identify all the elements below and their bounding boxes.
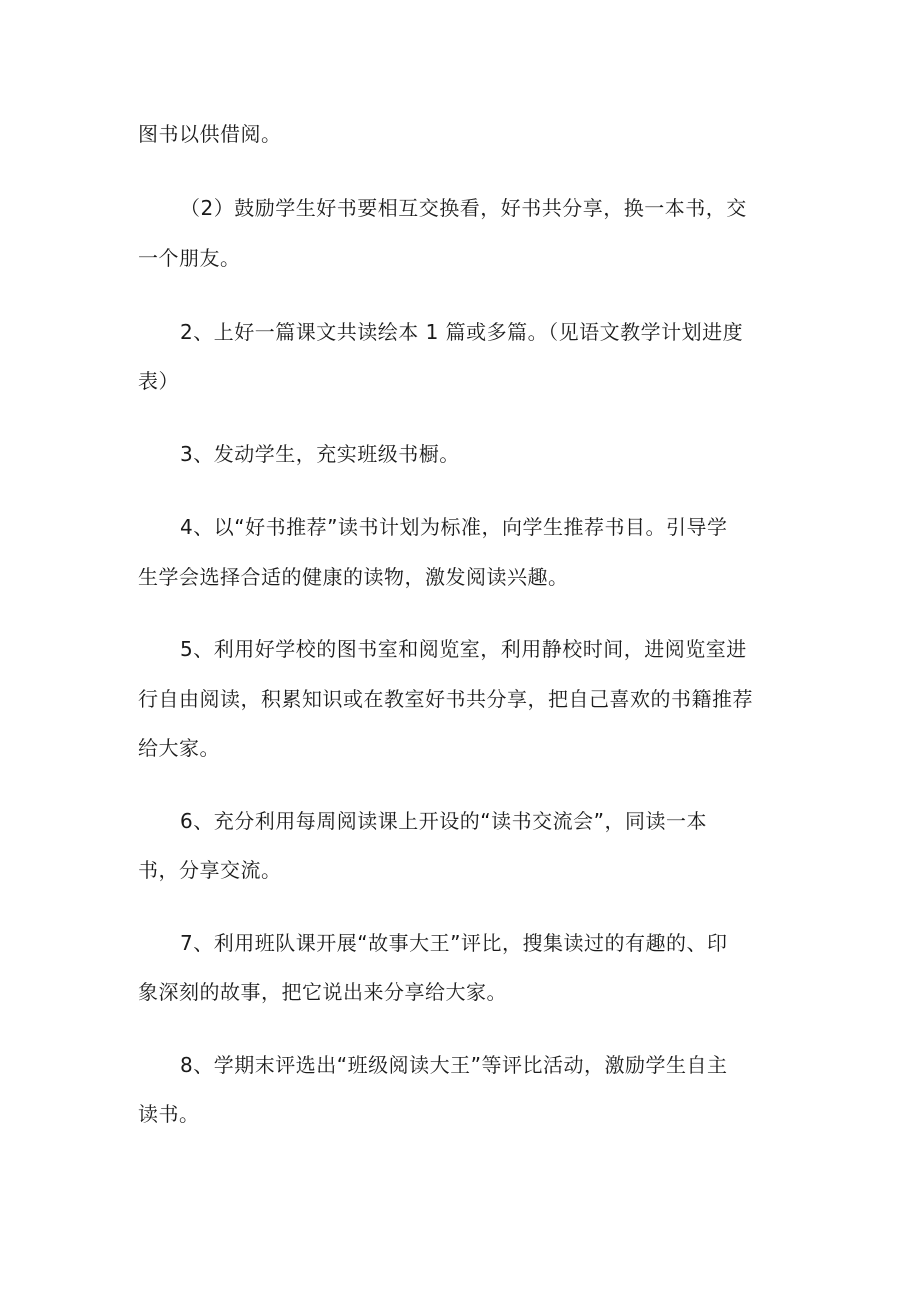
text-line: 行自由阅读，积累知识或在教室好书共分享，把自己喜欢的书籍推荐	[138, 687, 753, 711]
text-line: 表）	[138, 369, 179, 393]
text-line: 象深刻的故事，把它说出来分享给大家。	[138, 980, 507, 1004]
text-line: 6、充分利用每周阅读课上开设的“读书交流会”，同读一本	[180, 809, 707, 833]
text-line: 生学会选择合适的健康的读物，激发阅读兴趣。	[138, 565, 569, 589]
text-line: 图书以供借阅。	[138, 122, 282, 146]
text-line: （2）鼓励学生好书要相互交换看，好书共分享，换一本书，交	[180, 196, 747, 220]
text-line: 读书。	[138, 1102, 200, 1126]
text-line: 5、利用好学校的图书室和阅览室，利用静校时间，进阅览室进	[180, 637, 747, 661]
text-line: 4、以“好书推荐”读书计划为标准，向学生推荐书目。引导学	[180, 515, 728, 539]
text-line: 7、利用班队课开展“故事大王”评比，搜集读过的有趣的、印	[180, 931, 728, 955]
text-line: 一个朋友。	[138, 246, 241, 270]
text-line: 3、发动学生，充实班级书橱。	[180, 442, 460, 466]
text-line: 8、学期末评选出“班级阅读大王”等评比活动，激励学生自主	[180, 1053, 728, 1077]
text-line: 2、上好一篇课文共读绘本 1 篇或多篇。（见语文教学计划进度	[180, 320, 744, 344]
text-line: 书，分享交流。	[138, 858, 282, 882]
text-line: 给大家。	[138, 736, 220, 760]
